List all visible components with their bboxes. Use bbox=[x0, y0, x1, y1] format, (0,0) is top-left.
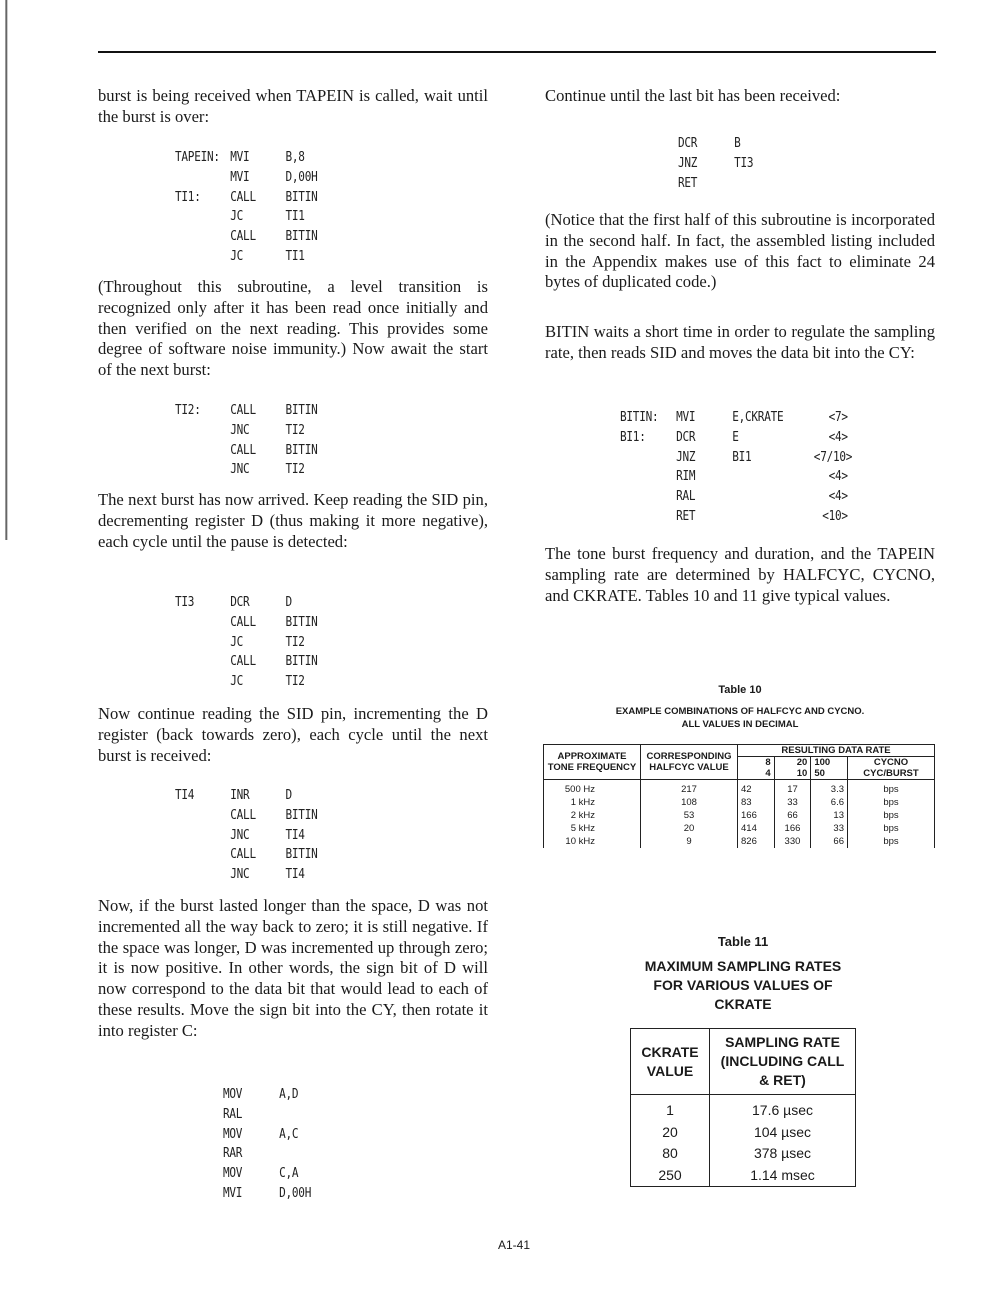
table10-subtitle: ALL VALUES IN DECIMAL bbox=[681, 719, 799, 730]
table-row bbox=[544, 835, 935, 848]
paragraph: BITIN waits a short time in order to regulate the sampling rate, then reads SID and moves the data bit into the CY: bbox=[545, 322, 935, 362]
table-cell: 2 kHz bbox=[544, 809, 641, 822]
paragraph: The next burst has now arrived. Keep reading the SID pin, decrementing register D (thus making it more negative), each cycle until the pause is detected: bbox=[98, 490, 488, 551]
code-opcode: CALL bbox=[230, 403, 256, 418]
table-11 bbox=[630, 1028, 856, 1187]
code-operand: BITIN bbox=[285, 189, 318, 205]
table-cell: 826 bbox=[738, 835, 775, 848]
cycno-8: 8 bbox=[765, 757, 771, 768]
code-operand: TI2 bbox=[285, 674, 305, 690]
code-opcode: MOV bbox=[223, 1087, 243, 1102]
code-operand: TI1 bbox=[285, 248, 305, 264]
table-cell: 42 bbox=[738, 780, 775, 797]
paragraph: (Throughout this subroutine, a level transition is recognized only after it has been read once initially and then verified on the next reading. This provides some degree of software noise immunity.) Now await the start of the next burst: bbox=[98, 277, 488, 380]
code-operand: D bbox=[285, 595, 292, 610]
code-operand: D,00H bbox=[279, 1185, 312, 1201]
code-label: TAPEIN: bbox=[175, 150, 220, 165]
code-operand: D,00H bbox=[285, 169, 318, 185]
code-opcode: CALL bbox=[230, 847, 256, 863]
code-opcode: DCR bbox=[230, 595, 250, 610]
code-opcode: RET bbox=[678, 175, 698, 191]
table-row bbox=[631, 1165, 856, 1187]
code-cycles: <4> bbox=[828, 489, 848, 505]
code-opcode: MVI bbox=[223, 1185, 243, 1201]
table-cell: bps bbox=[848, 796, 935, 809]
table-cell: 13 bbox=[811, 809, 848, 822]
code-opcode: RAL bbox=[676, 489, 696, 505]
table-cell: 1 bbox=[631, 1095, 710, 1122]
table-cell: 33 bbox=[774, 796, 811, 809]
code-operand: A,C bbox=[279, 1126, 299, 1142]
code-opcode: CALL bbox=[230, 614, 256, 630]
table-cell: 166 bbox=[774, 822, 811, 835]
code-opcode: JC bbox=[230, 634, 244, 650]
table-cell: 80 bbox=[631, 1143, 710, 1165]
code-label: BITIN: bbox=[620, 410, 659, 425]
table-cell: 1 kHz bbox=[544, 796, 641, 809]
table-row bbox=[544, 780, 935, 797]
code-operand: TI2 bbox=[285, 634, 305, 650]
code-operand: TI3 bbox=[734, 155, 754, 171]
code-opcode: RET bbox=[676, 508, 696, 524]
code-opcode: JC bbox=[230, 674, 244, 690]
table-row bbox=[631, 1095, 856, 1122]
cycburst-4: 4 bbox=[765, 768, 771, 779]
header-rule bbox=[98, 51, 936, 53]
code-opcode: DCR bbox=[676, 429, 696, 445]
code-operand: BITIN bbox=[285, 614, 318, 630]
code-opcode: INR bbox=[230, 788, 250, 803]
code-cycles: <4> bbox=[828, 429, 848, 445]
table-cell: 414 bbox=[738, 822, 775, 835]
code-operand: BITIN bbox=[285, 807, 318, 823]
code-opcode: CALL bbox=[230, 189, 256, 205]
table-cell: bps bbox=[848, 822, 935, 835]
code-cycles: <7/10> bbox=[813, 449, 853, 465]
code-opcode: MOV bbox=[223, 1166, 243, 1182]
table-cell: 66 bbox=[811, 835, 848, 848]
paragraph: Now continue reading the SID pin, incrementing the D register (back towards zero), each cycle until the next burst is received: bbox=[98, 704, 488, 765]
table-row bbox=[631, 1122, 856, 1144]
cycburst-50: 50 bbox=[814, 768, 825, 779]
table-cell: 166 bbox=[738, 809, 775, 822]
table11-title: Table 11 bbox=[717, 934, 769, 949]
code-opcode: MVI bbox=[676, 410, 696, 425]
code-operand: TI2 bbox=[285, 422, 305, 438]
table11-subtitle: MAXIMUM SAMPLING RATES FOR VARIOUS VALUES OF CKRATE bbox=[644, 958, 842, 1012]
table-cell: 500 Hz bbox=[544, 780, 641, 797]
table-cell: 3.3 bbox=[811, 780, 848, 797]
code-opcode: JC bbox=[230, 209, 244, 225]
header-frequency: APPROXIMATE TONE FREQUENCY bbox=[544, 745, 641, 780]
code-operand: B bbox=[734, 136, 741, 151]
code-opcode: CALL bbox=[230, 442, 256, 458]
table-cell: 250 bbox=[631, 1165, 710, 1187]
table-cell: bps bbox=[848, 780, 935, 797]
code-operand: BITIN bbox=[285, 403, 318, 418]
header-ckrate: CKRATE VALUE bbox=[631, 1029, 710, 1095]
code-opcode: CALL bbox=[230, 654, 256, 670]
table-row bbox=[544, 809, 935, 822]
cycburst-10: 10 bbox=[796, 768, 808, 779]
code-operand: B,8 bbox=[285, 150, 305, 165]
table-cell: 217 bbox=[641, 780, 738, 797]
header-halfcyc: CORRESPONDING HALFCYC VALUE bbox=[641, 745, 738, 780]
table10-title: Table 10 bbox=[718, 684, 762, 696]
table-cell: 20 bbox=[631, 1122, 710, 1144]
paragraph: Continue until the last bit has been received: bbox=[545, 86, 841, 105]
table-cell: 53 bbox=[641, 809, 738, 822]
code-operand: TI4 bbox=[285, 867, 305, 883]
table-cell: 6.6 bbox=[811, 796, 848, 809]
table-cell: 17.6 µsec bbox=[710, 1095, 856, 1122]
code-operand: TI2 bbox=[285, 462, 305, 478]
code-opcode: MOV bbox=[223, 1126, 243, 1142]
code-opcode: JNZ bbox=[678, 155, 698, 171]
cycno-20: 20 bbox=[796, 757, 808, 768]
code-label: BI1: bbox=[620, 429, 646, 445]
code-opcode: JNC bbox=[230, 827, 250, 843]
table-cell: 104 µsec bbox=[710, 1122, 856, 1144]
code-opcode: CALL bbox=[230, 229, 256, 245]
table-cell: bps bbox=[848, 809, 935, 822]
code-label: TI1: bbox=[175, 189, 201, 205]
code-label: TI3 bbox=[175, 595, 195, 610]
code-opcode: JC bbox=[230, 248, 244, 264]
code-opcode: JNZ bbox=[676, 449, 696, 465]
table-cell: 330 bbox=[774, 835, 811, 848]
paragraph: Now, if the burst lasted longer than the space, D was not incremented all the way back to zero; it is still negative. If the space was longer, D was incremented up through zero; it is now positive. In other words, the sign bit of D will now correspond to the data bit that would lead to each of these results. Move the sign bit into the CY, then rotate it into register C: bbox=[98, 896, 488, 1040]
paragraph: (Notice that the first half of this subroutine is incorporated in the second half. In fact, the assembled listing included in the Appendix makes use of this fact to eliminate 24 bytes of duplicated code.) bbox=[545, 210, 935, 292]
cycno-100: 100 bbox=[814, 757, 831, 768]
table-10 bbox=[543, 744, 935, 848]
page-number: A1-41 bbox=[498, 1238, 531, 1252]
header-data-rate: RESULTING DATA RATE bbox=[738, 745, 935, 757]
code-operand: C,A bbox=[279, 1166, 299, 1182]
header-cycno: CYCNO CYC/BURST bbox=[848, 757, 935, 780]
table-cell: 66 bbox=[774, 809, 811, 822]
table-cell: 5 kHz bbox=[544, 822, 641, 835]
code-opcode: RAR bbox=[223, 1146, 243, 1162]
paragraph: The tone burst frequency and duration, and the TAPEIN sampling rate are determined by HALFCYC, CYCNO, and CKRATE. Tables 10 and 11 give typical values. bbox=[545, 544, 935, 605]
table-cell: bps bbox=[848, 835, 935, 848]
header-sampling-rate: SAMPLING RATE (INCLUDING CALL & RET) bbox=[710, 1029, 856, 1095]
table-row bbox=[544, 822, 935, 835]
scan-binding-edge bbox=[0, 0, 12, 540]
code-opcode: JNC bbox=[230, 867, 250, 883]
code-label: TI2: bbox=[175, 403, 201, 418]
table-row bbox=[631, 1143, 856, 1165]
code-operand: BITIN bbox=[285, 229, 318, 245]
code-opcode: RIM bbox=[676, 469, 696, 485]
code-operand: E,CKRATE bbox=[732, 410, 784, 425]
table-cell: 108 bbox=[641, 796, 738, 809]
table-cell: 20 bbox=[641, 822, 738, 835]
code-operand: BITIN bbox=[285, 654, 318, 670]
code-operand: BITIN bbox=[285, 442, 318, 458]
paragraph: burst is being received when TAPEIN is called, wait until the burst is over: bbox=[98, 86, 488, 126]
code-opcode: CALL bbox=[230, 807, 256, 823]
code-opcode: MVI bbox=[230, 169, 250, 185]
code-operand: BI1 bbox=[732, 449, 752, 465]
code-operand: E bbox=[732, 429, 739, 445]
code-opcode: DCR bbox=[678, 136, 698, 151]
code-label: TI4 bbox=[175, 788, 195, 803]
code-cycles: <7> bbox=[828, 410, 848, 425]
code-operand: D bbox=[285, 788, 292, 803]
table-cell: 378 µsec bbox=[710, 1143, 856, 1165]
code-cycles: <4> bbox=[828, 469, 848, 485]
table-cell: 9 bbox=[641, 835, 738, 848]
code-operand: TI4 bbox=[285, 827, 305, 843]
code-operand: TI1 bbox=[285, 209, 305, 225]
code-operand: BITIN bbox=[285, 847, 318, 863]
table-cell: 1.14 msec bbox=[710, 1165, 856, 1187]
code-opcode: JNC bbox=[230, 462, 250, 478]
code-opcode: RAL bbox=[223, 1106, 243, 1122]
table-cell: 33 bbox=[811, 822, 848, 835]
code-opcode: JNC bbox=[230, 422, 250, 438]
table10-subtitle: EXAMPLE COMBINATIONS OF HALFCYC AND CYCNO. bbox=[615, 706, 865, 717]
code-opcode: MVI bbox=[230, 150, 250, 165]
table-row bbox=[544, 796, 935, 809]
table-cell: 17 bbox=[774, 780, 811, 797]
table-cell: 10 kHz bbox=[544, 835, 641, 848]
code-operand: A,D bbox=[279, 1087, 299, 1102]
table-cell: 83 bbox=[738, 796, 775, 809]
code-cycles: <10> bbox=[822, 508, 848, 524]
